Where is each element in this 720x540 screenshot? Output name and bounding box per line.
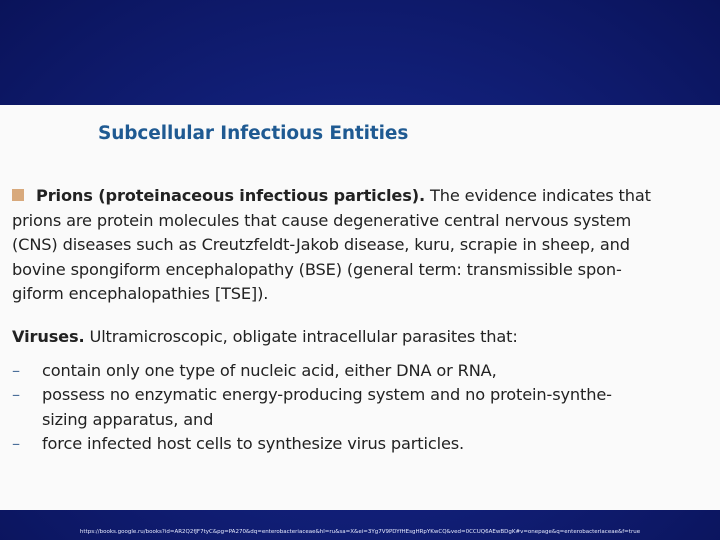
list-item [12,359,716,384]
list-item-text: possess no enzymatic energy-producing system and no protein-synthe- [42,385,612,405]
list-item [12,383,716,432]
viruses-intro: Ultramicroscopic, obligate intracellular parasites that: [84,327,518,346]
dash-bullet-icon: – [12,385,20,405]
prions-bold-lead: Prions (proteinaceous infectious particles). [36,186,425,205]
viruses-intro-line [12,325,716,350]
viruses-paragraph [12,325,716,457]
prions-paragraph [12,184,716,307]
section-heading: Subcellular Infectious Entities [98,123,409,144]
prions-line-text: bovine spongiform encephalopathy (BSE) (general term: transmissible spon- [12,259,622,279]
list-item-text: contain only one type of nucleic acid, either DNA or RNA, [42,360,497,380]
list-item [12,432,716,457]
viruses-bold-lead: Viruses. [12,327,85,346]
prions-line-text: The evidence indicates that [424,186,651,205]
prions-first-line [12,184,716,209]
dash-bullet-icon: – [12,360,20,380]
list-item-text: force infected host cells to synthesize virus particles. [42,434,465,454]
square-bullet-icon [12,189,24,201]
document-scan [0,105,720,510]
slide-top-area [0,0,720,105]
prions-line-text: giform encephalopathies [TSE]). [12,284,269,304]
prions-line-text: (CNS) diseases such as Creutzfeldt-Jakob disease, kuru, scrapie in sheep, and [12,235,630,255]
prions-line-text: prions are protein molecules that cause degenerative central nervous system [12,210,632,230]
dash-bullet-icon: – [12,434,20,454]
source-url-link[interactable]: https://books.google.ru/books?id=AR2Q2fJF7tyC&pg=PA270&dq=enterobacteriaceae&hl=ru&sa=X&ei=3Yg7V9PDYfHEsgHRpYKwCQ&ved=0CCUQ6AEwBDgK#v=onepage&q=enterobacteriaceae&f=true [79,529,641,535]
list-item-text: sizing apparatus, and [42,409,214,429]
